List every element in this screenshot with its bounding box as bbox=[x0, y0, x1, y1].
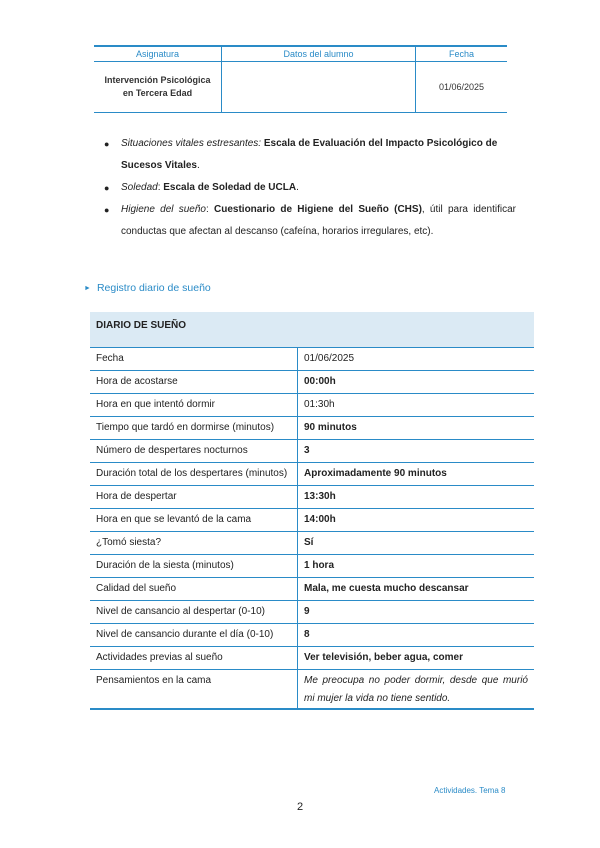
row-label: Actividades previas al sueño bbox=[90, 647, 298, 670]
row-value: 8 bbox=[298, 624, 535, 647]
row-value: 1 hora bbox=[298, 555, 535, 578]
row-label: Hora de despertar bbox=[90, 486, 298, 509]
row-label: Hora en que se levantó de la cama bbox=[90, 509, 298, 532]
subject-cell bbox=[94, 62, 222, 113]
row-label: Duración total de los despertares (minutos) bbox=[90, 463, 298, 486]
row-value: 3 bbox=[298, 440, 535, 463]
row-value: 90 minutos bbox=[298, 417, 535, 440]
table-row bbox=[90, 578, 534, 601]
row-value: Aproximadamente 90 minutos bbox=[298, 463, 535, 486]
table-title-row bbox=[90, 312, 534, 348]
row-value: 14:00h bbox=[298, 509, 535, 532]
subject-line-1: Intervención Psicológica bbox=[104, 75, 211, 85]
bullet-icon: ● bbox=[104, 139, 110, 149]
bullet-icon: ● bbox=[104, 183, 110, 193]
triangle-right-icon: ► bbox=[84, 285, 91, 292]
col-asignatura: Asignatura bbox=[94, 46, 222, 62]
table-row bbox=[90, 394, 534, 417]
date-cell: 01/06/2025 bbox=[416, 62, 508, 113]
row-value: 13:30h bbox=[298, 486, 535, 509]
row-label: Calidad del sueño bbox=[90, 578, 298, 601]
sleep-diary-table bbox=[90, 312, 534, 710]
page-number: 2 bbox=[296, 801, 304, 813]
table-row bbox=[90, 463, 534, 486]
row-label: Número de despertares nocturnos bbox=[90, 440, 298, 463]
table-row bbox=[90, 348, 534, 371]
row-value: Mala, me cuesta mucho descansar bbox=[298, 578, 535, 601]
row-value: 01:30h bbox=[298, 394, 535, 417]
row-value: 00:00h bbox=[298, 371, 535, 394]
row-value: 9 bbox=[298, 601, 535, 624]
row-value: Ver televisión, beber agua, comer bbox=[298, 647, 535, 670]
table-row bbox=[90, 509, 534, 532]
table-row bbox=[90, 532, 534, 555]
table-row bbox=[90, 624, 534, 647]
list-item: ● Situaciones vitales estresantes: Escala de Evaluación del Impacto Psicológico de Sucesos Vitales. bbox=[104, 133, 516, 177]
header-table bbox=[94, 45, 507, 113]
row-label: Pensamientos en la cama bbox=[90, 670, 298, 710]
section-heading: ► Registro diario de sueño bbox=[84, 282, 211, 294]
table-row bbox=[90, 647, 534, 670]
diary-title: DIARIO DE SUEÑO bbox=[90, 312, 534, 348]
table-row bbox=[90, 555, 534, 578]
footer-label: Actividades. Tema 8 bbox=[434, 786, 506, 795]
subject-line-2: en Tercera Edad bbox=[122, 88, 193, 98]
table-row bbox=[90, 601, 534, 624]
table-row bbox=[90, 670, 534, 710]
table-row bbox=[90, 371, 534, 394]
bullet-icon: ● bbox=[104, 205, 110, 215]
row-value: Me preocupa no poder dormir, desde que murió mi mujer la vida no tiene sentido. bbox=[298, 670, 535, 710]
table-row bbox=[90, 417, 534, 440]
col-datos-alumno: Datos del alumno bbox=[222, 46, 416, 62]
list-item: ● Soledad: Escala de Soledad de UCLA. bbox=[104, 177, 516, 199]
row-label: Nivel de cansancio al despertar (0-10) bbox=[90, 601, 298, 624]
table-row bbox=[90, 486, 534, 509]
row-label: Hora de acostarse bbox=[90, 371, 298, 394]
list-item: ● Higiene del sueño: Cuestionario de Higiene del Sueño (CHS), útil para identificar conductas que afectan al descanso (cafeína, horarios irregulares, etc). bbox=[104, 199, 516, 243]
assessment-list bbox=[104, 133, 516, 243]
student-data-cell bbox=[222, 62, 416, 113]
row-value: Sí bbox=[298, 532, 535, 555]
row-label: ¿Tomó siesta? bbox=[90, 532, 298, 555]
row-label: Tiempo que tardó en dormirse (minutos) bbox=[90, 417, 298, 440]
row-label: Duración de la siesta (minutos) bbox=[90, 555, 298, 578]
col-fecha: Fecha bbox=[416, 46, 508, 62]
row-label: Hora en que intentó dormir bbox=[90, 394, 298, 417]
row-label: Nivel de cansancio durante el día (0-10) bbox=[90, 624, 298, 647]
table-row bbox=[90, 440, 534, 463]
row-value: 01/06/2025 bbox=[298, 348, 535, 371]
row-label: Fecha bbox=[90, 348, 298, 371]
